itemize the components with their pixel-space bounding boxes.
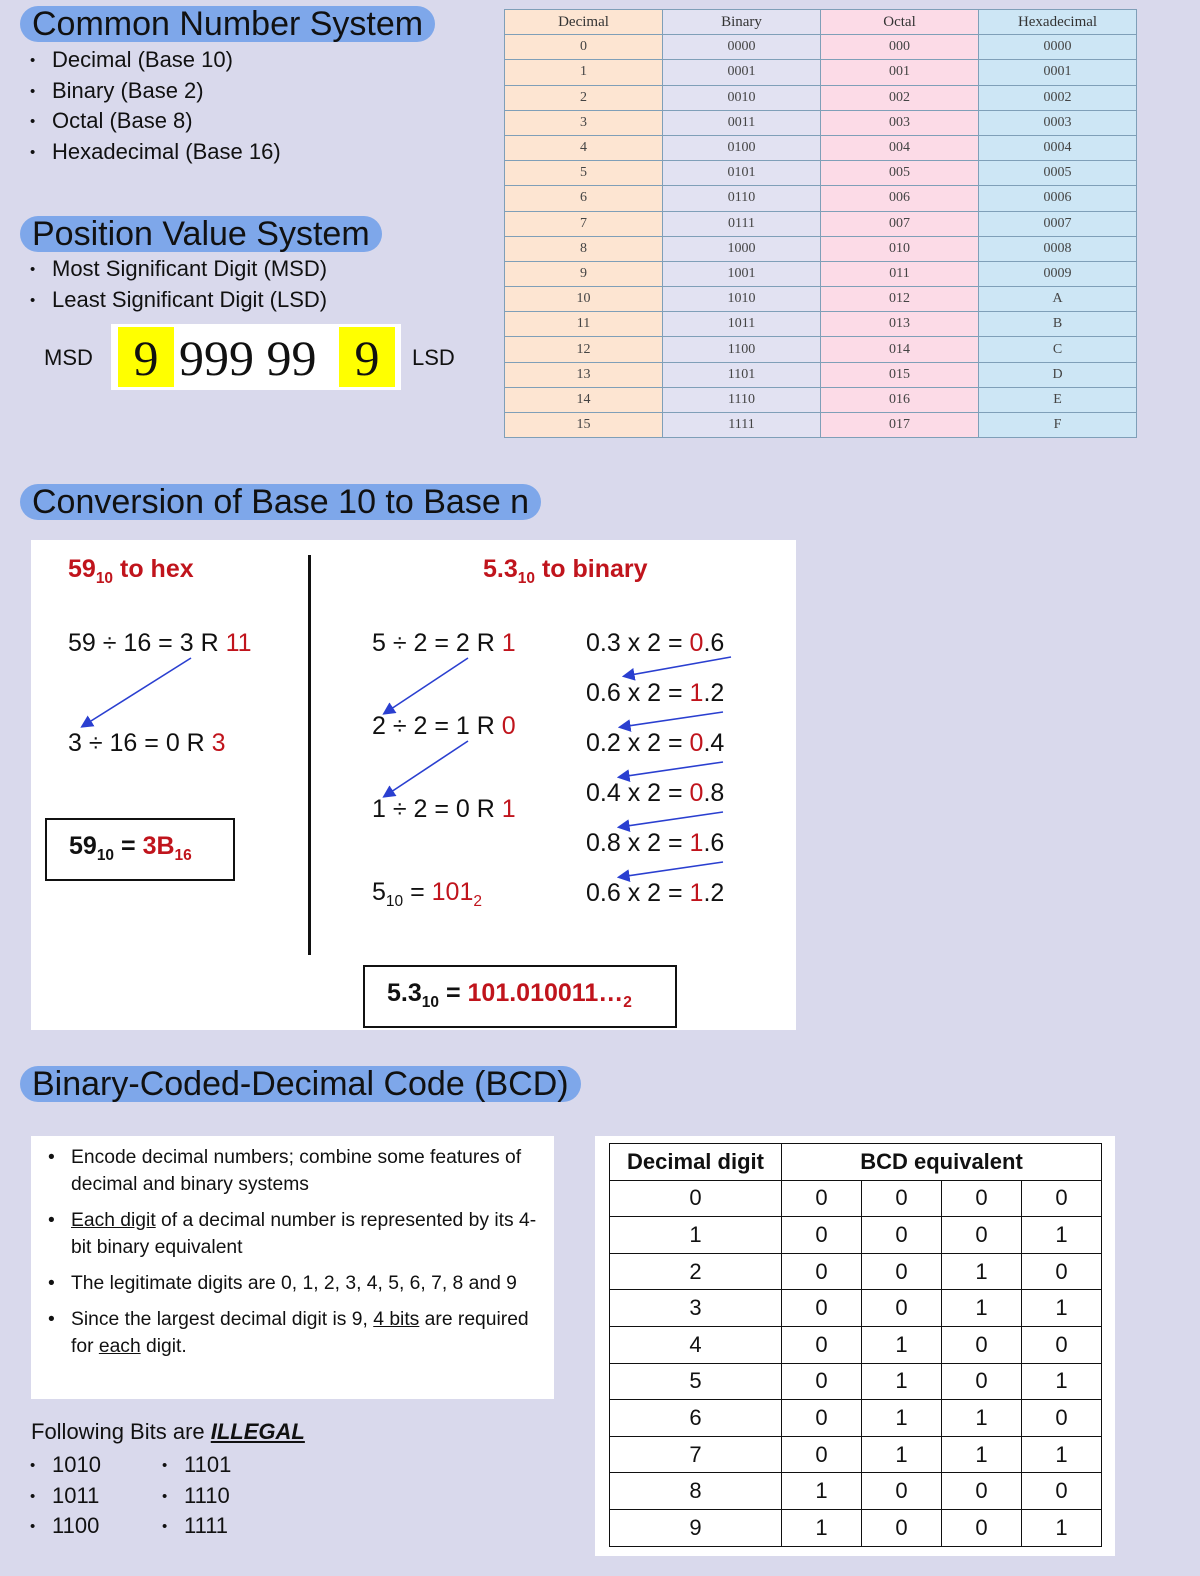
table-row <box>505 387 1137 412</box>
table-cell: 1 <box>862 1326 942 1363</box>
table-cell: 013 <box>821 312 979 337</box>
msd-label: MSD <box>44 345 93 370</box>
table-cell: 1 <box>782 1509 862 1546</box>
table-cell: 0000 <box>663 35 821 60</box>
table-cell: 0010 <box>663 85 821 110</box>
frac-step: 0.6 x 2 = 1.2 <box>586 879 725 907</box>
list-item: • Decimal (Base 10) <box>26 45 281 76</box>
table-cell: 1 <box>942 1436 1022 1473</box>
arrow <box>620 762 723 777</box>
binary-title: $5.3_{10}$ to binary <box>483 555 648 587</box>
table-cell: 0 <box>862 1180 942 1217</box>
table-cell: 2 <box>610 1253 782 1290</box>
table-cell: 001 <box>821 60 979 85</box>
table-row <box>505 60 1137 85</box>
bcd-heading: Binary-Coded-Decimal Code (BCD) <box>20 1066 581 1102</box>
arrow <box>83 658 191 726</box>
table-cell: 1 <box>862 1400 942 1437</box>
table-cell: 9 <box>610 1509 782 1546</box>
table-cell: 0 <box>942 1363 1022 1400</box>
table-row <box>505 110 1137 135</box>
arrow <box>620 812 723 827</box>
table-cell: 0006 <box>979 186 1137 211</box>
frac-step: 0.2 x 2 = 0.4 <box>586 729 725 757</box>
lsd-label: LSD <box>412 345 455 370</box>
table-cell: 1100 <box>663 337 821 362</box>
table-cell: 0004 <box>979 135 1137 160</box>
table-cell: 4 <box>505 135 663 160</box>
table-cell: 1 <box>505 60 663 85</box>
list-item: • Most Significant Digit (MSD) <box>26 254 327 285</box>
table-row <box>610 1473 1102 1510</box>
table-cell: 0003 <box>979 110 1137 135</box>
table-cell: 0 <box>610 1180 782 1217</box>
table-row <box>610 1436 1102 1473</box>
table-cell: 016 <box>821 387 979 412</box>
table-cell: 6 <box>505 186 663 211</box>
table-cell: A <box>979 287 1137 312</box>
arrow <box>621 712 723 727</box>
list-item: • Octal (Base 8) <box>26 106 281 137</box>
int-step: 2 ÷ 2 = 1 R 0 <box>372 712 516 740</box>
table-cell: 0 <box>942 1509 1022 1546</box>
table-cell: 1 <box>1022 1436 1102 1473</box>
binary-result: $5.3_{10}$ = $101.010011\dots_2$ <box>387 979 632 1011</box>
table-cell: 0 <box>862 1473 942 1510</box>
table-row <box>505 35 1137 60</box>
table-row <box>610 1253 1102 1290</box>
table-cell: 5 <box>505 161 663 186</box>
table-cell: 0005 <box>979 161 1137 186</box>
table-cell: 1010 <box>663 287 821 312</box>
table-cell: 0110 <box>663 186 821 211</box>
table-cell: 1 <box>1022 1509 1102 1546</box>
frac-step: 0.3 x 2 = 0.6 <box>586 629 725 657</box>
hex-result: $59_{10} = 3B_{16}$ <box>69 832 192 864</box>
table-header: Octal <box>821 10 979 35</box>
table-cell: 0 <box>942 1180 1022 1217</box>
hex-step-1: 59 ÷ 16 = 3 R 11 <box>68 629 252 657</box>
table-cell: 10 <box>505 287 663 312</box>
table-cell: 8 <box>610 1473 782 1510</box>
frac-step: 0.6 x 2 = 1.2 <box>586 679 725 707</box>
table-cell: 017 <box>821 413 979 438</box>
bcd-description-panel <box>31 1136 554 1399</box>
table-row <box>505 261 1137 286</box>
table-cell: 0 <box>862 1253 942 1290</box>
int-step: 1 ÷ 2 = 0 R 1 <box>372 795 516 823</box>
lsd-digit: 9 <box>339 327 395 387</box>
table-cell: 6 <box>610 1400 782 1437</box>
table-cell: C <box>979 337 1137 362</box>
table-cell: 0 <box>505 35 663 60</box>
table-row <box>610 1509 1102 1546</box>
table-cell: 0101 <box>663 161 821 186</box>
table-cell: 0 <box>1022 1326 1102 1363</box>
table-row <box>505 413 1137 438</box>
table-cell: 1 <box>1022 1290 1102 1327</box>
list-item: • Least Significant Digit (LSD) <box>26 285 327 316</box>
table-cell: 0 <box>1022 1180 1102 1217</box>
table-cell: 0100 <box>663 135 821 160</box>
table-row <box>505 337 1137 362</box>
table-cell: 0111 <box>663 211 821 236</box>
list-item: • 1101 <box>158 1450 231 1481</box>
table-cell: 0 <box>782 1253 862 1290</box>
table-cell: 010 <box>821 236 979 261</box>
table-cell: 0002 <box>979 85 1137 110</box>
table-row <box>610 1363 1102 1400</box>
table-row <box>610 1217 1102 1254</box>
table-cell: 7 <box>610 1436 782 1473</box>
number-system-heading: Common Number System <box>20 6 435 42</box>
table-cell: 012 <box>821 287 979 312</box>
bcd-table <box>609 1143 1102 1547</box>
hex-title: $59_{10}$ to hex <box>68 555 194 587</box>
table-cell: 1 <box>942 1253 1022 1290</box>
table-cell: 1111 <box>663 413 821 438</box>
table-cell: 0000 <box>979 35 1137 60</box>
table-cell: 0 <box>782 1436 862 1473</box>
table-cell: 0 <box>1022 1253 1102 1290</box>
table-cell: 0 <box>782 1326 862 1363</box>
table-row <box>505 135 1137 160</box>
arrow <box>385 658 468 713</box>
table-row <box>505 236 1137 261</box>
table-cell: 0 <box>942 1473 1022 1510</box>
table-header: Hexadecimal <box>979 10 1137 35</box>
arrow <box>625 657 731 676</box>
table-cell: E <box>979 387 1137 412</box>
frac-step: 0.8 x 2 = 1.6 <box>586 829 725 857</box>
table-cell: 0 <box>862 1290 942 1327</box>
table-row <box>610 1326 1102 1363</box>
table-cell: 0001 <box>979 60 1137 85</box>
table-cell: B <box>979 312 1137 337</box>
table-cell: 14 <box>505 387 663 412</box>
frac-step: 0.4 x 2 = 0.8 <box>586 779 725 807</box>
table-cell: 1 <box>782 1473 862 1510</box>
int-step: 5 ÷ 2 = 2 R 1 <box>372 629 516 657</box>
table-row <box>610 1180 1102 1217</box>
conversion-arrows <box>31 540 796 1030</box>
table-row <box>505 312 1137 337</box>
list-item: • Binary (Base 2) <box>26 76 281 107</box>
list-item: • Since the largest decimal digit is 9, 4 bits are required for each digit. <box>48 1306 543 1360</box>
int-result: $5_{10} = 101_2$ <box>372 878 482 910</box>
list-item: • 1110 <box>158 1481 231 1512</box>
conversion-panel <box>31 540 796 1030</box>
arrow <box>620 862 723 877</box>
table-cell: 1 <box>1022 1217 1102 1254</box>
table-row <box>610 1290 1102 1327</box>
table-cell: 1 <box>942 1290 1022 1327</box>
table-cell: 13 <box>505 362 663 387</box>
table-cell: 006 <box>821 186 979 211</box>
table-cell: 5 <box>610 1363 782 1400</box>
list-item: • 1111 <box>158 1511 231 1542</box>
table-cell: 007 <box>821 211 979 236</box>
msd-digit: 9 <box>118 327 174 387</box>
table-cell: 1110 <box>663 387 821 412</box>
table-header: Decimal <box>505 10 663 35</box>
table-cell: F <box>979 413 1137 438</box>
list-item: • 1010 <box>26 1450 101 1481</box>
list-item: • 1100 <box>26 1511 101 1542</box>
table-cell: 004 <box>821 135 979 160</box>
table-cell: 0 <box>942 1217 1022 1254</box>
table-cell: 0 <box>862 1509 942 1546</box>
table-cell: 0 <box>1022 1473 1102 1510</box>
table-cell: 0007 <box>979 211 1137 236</box>
table-cell: 1 <box>942 1400 1022 1437</box>
table-cell: 1 <box>610 1217 782 1254</box>
table-row <box>610 1400 1102 1437</box>
table-cell: 15 <box>505 413 663 438</box>
position-value-list <box>26 254 327 315</box>
illegal-title: Following Bits are ILLEGAL <box>31 1419 305 1444</box>
position-value-heading: Position Value System <box>20 216 382 252</box>
list-item: • Each digit of a decimal number is represented by its 4-bit binary equivalent <box>48 1207 543 1261</box>
table-cell: 3 <box>610 1290 782 1327</box>
table-cell: 1000 <box>663 236 821 261</box>
table-cell: 0008 <box>979 236 1137 261</box>
bcd-header-digit: Decimal digit <box>610 1144 782 1181</box>
table-cell: 8 <box>505 236 663 261</box>
table-cell: 0 <box>862 1217 942 1254</box>
list-item: • Encode decimal numbers; combine some features of decimal and binary systems <box>48 1144 543 1198</box>
table-cell: 1101 <box>663 362 821 387</box>
table-row <box>505 85 1137 110</box>
table-cell: 3 <box>505 110 663 135</box>
table-cell: 0 <box>782 1290 862 1327</box>
table-cell: 1011 <box>663 312 821 337</box>
table-header: Binary <box>663 10 821 35</box>
table-cell: 1 <box>862 1363 942 1400</box>
table-row <box>505 211 1137 236</box>
table-cell: 0 <box>782 1180 862 1217</box>
bcd-header-equivalent: BCD equivalent <box>782 1144 1102 1181</box>
table-cell: 0 <box>782 1400 862 1437</box>
table-cell: D <box>979 362 1137 387</box>
table-cell: 0001 <box>663 60 821 85</box>
table-cell: 1001 <box>663 261 821 286</box>
middle-digits: 999 99 <box>179 330 317 386</box>
table-cell: 4 <box>610 1326 782 1363</box>
illegal-list-1 <box>26 1450 101 1542</box>
table-cell: 1 <box>862 1436 942 1473</box>
table-cell: 011 <box>821 261 979 286</box>
table-row <box>505 362 1137 387</box>
bcd-table-panel <box>595 1136 1115 1556</box>
number-system-list <box>26 45 281 167</box>
table-cell: 0 <box>942 1326 1022 1363</box>
table-cell: 2 <box>505 85 663 110</box>
table-cell: 015 <box>821 362 979 387</box>
table-cell: 0011 <box>663 110 821 135</box>
table-cell: 003 <box>821 110 979 135</box>
table-row <box>505 161 1137 186</box>
illegal-list-2 <box>158 1450 231 1542</box>
table-cell: 11 <box>505 312 663 337</box>
number-system-table <box>504 9 1137 438</box>
table-cell: 12 <box>505 337 663 362</box>
table-cell: 1 <box>1022 1363 1102 1400</box>
list-item: • Hexadecimal (Base 16) <box>26 137 281 168</box>
table-cell: 0 <box>782 1363 862 1400</box>
table-cell: 002 <box>821 85 979 110</box>
table-cell: 7 <box>505 211 663 236</box>
conversion-heading: Conversion of Base 10 to Base n <box>20 484 541 520</box>
table-row <box>505 186 1137 211</box>
table-cell: 005 <box>821 161 979 186</box>
hex-step-2: 3 ÷ 16 = 0 R 3 <box>68 729 226 757</box>
table-cell: 0 <box>782 1217 862 1254</box>
arrow <box>385 741 468 796</box>
list-item: • The legitimate digits are 0, 1, 2, 3, 4, 5, 6, 7, 8 and 9 <box>48 1270 543 1297</box>
table-row <box>505 287 1137 312</box>
table-cell: 000 <box>821 35 979 60</box>
table-cell: 014 <box>821 337 979 362</box>
digit-example <box>111 324 401 390</box>
list-item: • 1011 <box>26 1481 101 1512</box>
table-cell: 0 <box>1022 1400 1102 1437</box>
table-cell: 0009 <box>979 261 1137 286</box>
table-cell: 9 <box>505 261 663 286</box>
